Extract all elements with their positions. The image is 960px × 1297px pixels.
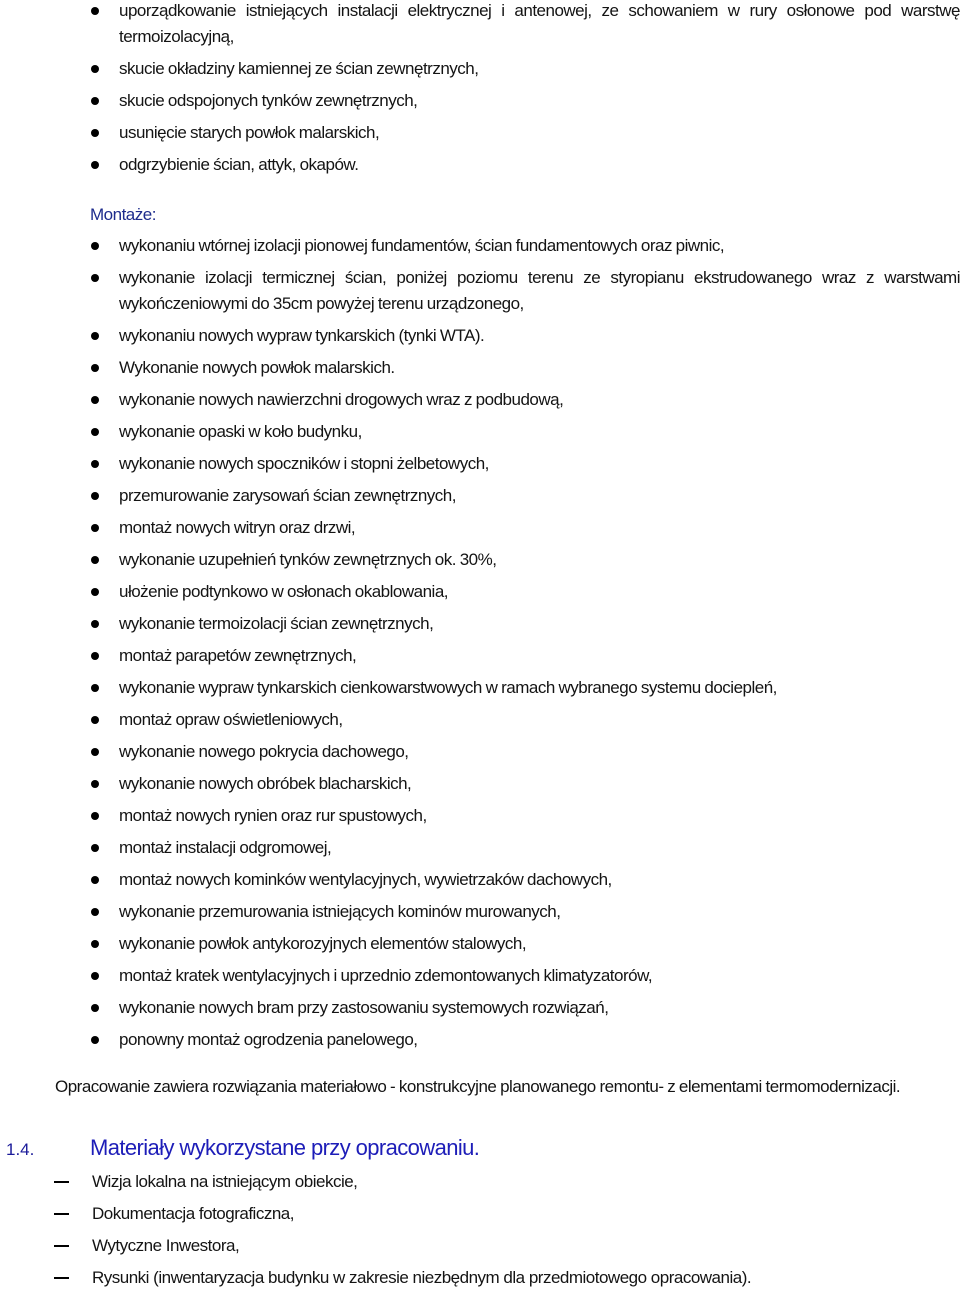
list-item-text: skucie odspojonych tynków zewnętrznych, [119,91,418,110]
bullet-icon [91,1036,99,1044]
list-item [0,995,960,1021]
bullet-icon [91,460,99,468]
list-item-text: montaż nowych kominków wentylacyjnych, wywietrzaków dachowych, [119,870,612,889]
section-heading: Materiały wykorzystane przy opracowaniu. [90,1135,480,1160]
bullet-icon [91,908,99,916]
list-item-text: wykonanie izolacji termicznej ścian, poniżej poziomu terenu ze styropianu ekstrudowanego wraz z warstwami wykończeniowymi do 35cm powyżej terenu urządzonego, [119,268,960,313]
list-item-text: skucie okładziny kamiennej ze ścian zewnętrznych, [119,59,479,78]
dash-icon [54,1245,69,1247]
list-item-text: wykonanie nowych bram przy zastosowaniu systemowych rozwiązań, [119,998,609,1017]
list-item [0,323,960,349]
list-item-text: odgrzybienie ścian, attyk, okapów. [119,155,359,174]
list-item [0,899,960,925]
summary-paragraph: Opracowanie zawiera rozwiązania materiałowo - konstrukcyjne planowanego remontu- z elementami termomodernizacji. [55,1077,901,1096]
bullet-icon [91,428,99,436]
bullet-icon [91,364,99,372]
list-item [0,771,960,797]
list-item [0,515,960,541]
bullet-icon [91,876,99,884]
list-item-text: montaż nowych witryn oraz drzwi, [119,518,356,537]
list-item-text: wykonaniu nowych wypraw tynkarskich (tynki WTA). [119,326,485,345]
bullet-icon [91,588,99,596]
dash-icon [54,1181,69,1183]
list-item [0,355,960,381]
list-item [0,387,960,413]
list-item-text: Wytyczne Inwestora, [92,1236,240,1255]
list-item-text: montaż kratek wentylacyjnych i uprzednio zdemontowanych klimatyzatorów, [119,966,653,985]
list-item [0,1169,960,1195]
list-item [0,265,960,317]
bullet-icon [91,844,99,852]
list-item [0,643,960,669]
list-item-text: wykonanie nowego pokrycia dachowego, [119,742,409,761]
bullet-icon [91,274,99,282]
bullet-icon [91,940,99,948]
list-item [0,963,960,989]
list-item [0,547,960,573]
list-item [0,56,960,82]
bullet-icon [91,972,99,980]
list-item-text: ułożenie podtynkowo w osłonach okablowania, [119,582,449,601]
list-item [0,451,960,477]
montaze-list [0,233,960,1059]
list-item-text: wykonanie uzupełnień tynków zewnętrznych ok. 30%, [119,550,497,569]
list-item-text: wykonanie wypraw tynkarskich cienkowarstwowych w ramach wybranego systemu dociepleń, [119,678,777,697]
removal-list [0,0,960,184]
bullet-icon [91,716,99,724]
list-item [0,1233,960,1259]
list-item [0,611,960,637]
list-item [0,739,960,765]
list-item [0,867,960,893]
list-item-text: wykonanie przemurowania istniejących kominów murowanych, [119,902,561,921]
list-item [0,1027,960,1053]
bullet-icon [91,242,99,250]
list-item [0,835,960,861]
list-item-text: uporządkowanie istniejących instalacji elektrycznej i antenowej, ze schowaniem w rury osłonowe pod warstwę termoizolacyjną, [119,1,960,46]
bullet-icon [91,812,99,820]
list-item-text: Wykonanie nowych powłok malarskich. [119,358,395,377]
dash-icon [54,1277,69,1279]
list-item [0,88,960,114]
list-item [0,1201,960,1227]
list-item [0,152,960,178]
bullet-icon [91,65,99,73]
list-item [0,675,960,701]
list-item [0,233,960,259]
list-item-text: Dokumentacja fotograficzna, [92,1204,294,1223]
list-item-text: wykonanie termoizolacji ścian zewnętrznych, [119,614,434,633]
dash-icon [54,1213,69,1215]
list-item-text: montaż opraw oświetleniowych, [119,710,343,729]
bullet-icon [91,97,99,105]
list-item-text: montaż instalacji odgromowej, [119,838,332,857]
list-item [0,1265,960,1291]
list-item [0,579,960,605]
list-item [0,0,960,50]
section-number: 1.4. [6,1140,35,1159]
list-item-text: Wizja lokalna na istniejącym obiekcie, [92,1172,358,1191]
list-item-text: wykonanie nowych spoczników i stopni żelbetowych, [119,454,489,473]
list-item-text: wykonaniu wtórnej izolacji pionowej fundamentów, ścian fundamentowych oraz piwnic, [119,236,725,255]
materials-list [0,1169,960,1297]
list-item [0,707,960,733]
list-item-text: wykonanie nowych nawierzchni drogowych wraz z podbudową, [119,390,564,409]
bullet-icon [91,620,99,628]
list-item-text: montaż nowych rynien oraz rur spustowych, [119,806,427,825]
list-item [0,803,960,829]
bullet-icon [91,129,99,137]
list-item-text: wykonanie nowych obróbek blacharskich, [119,774,412,793]
bullet-icon [91,492,99,500]
bullet-icon [91,652,99,660]
list-item-text: Rysunki (inwentaryzacja budynku w zakresie niezbędnym dla przedmiotowego opracowania). [92,1268,752,1287]
list-item [0,120,960,146]
bullet-icon [91,524,99,532]
bullet-icon [91,748,99,756]
bullet-icon [91,780,99,788]
list-item-text: wykonanie opaski w koło budynku, [119,422,362,441]
bullet-icon [91,1004,99,1012]
list-item-text: wykonanie powłok antykorozyjnych elementów stalowych, [119,934,527,953]
bullet-icon [91,332,99,340]
list-item-text: ponowny montaż ogrodzenia panelowego, [119,1030,418,1049]
list-item [0,419,960,445]
list-item-text: przemurowanie zarysowań ścian zewnętrznych, [119,486,456,505]
bullet-icon [91,396,99,404]
bullet-icon [91,161,99,169]
list-item [0,483,960,509]
bullet-icon [91,7,99,15]
list-item [0,931,960,957]
list-item-text: montaż parapetów zewnętrznych, [119,646,357,665]
bullet-icon [91,684,99,692]
montaze-label: Montaże: [90,205,156,224]
bullet-icon [91,556,99,564]
list-item-text: usunięcie starych powłok malarskich, [119,123,380,142]
